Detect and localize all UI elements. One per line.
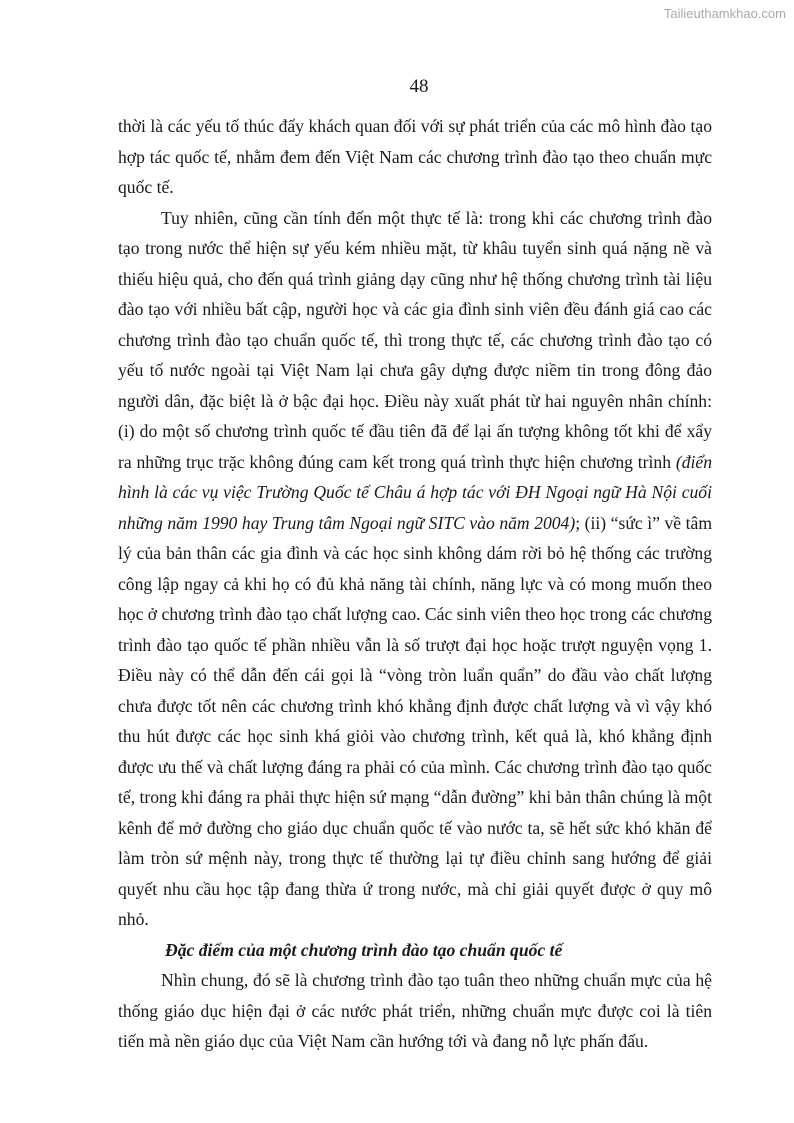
page-number: 48 <box>409 76 429 97</box>
paragraph-1: thời là các yếu tố thúc đẩy khách quan đối với sự phát triển của các mô hình đào tạo hợp tác quốc tế, nhằm đem đến Việt Nam các chương trình đào tạo theo chuẩn mực quốc tế. <box>118 116 712 197</box>
paragraph-2 <box>118 203 712 935</box>
watermark: Tailieuthamkhao.com <box>663 6 786 21</box>
paragraph-2-text-b: ; (ii) “sức ì” về tâm lý của bản thân các gia đình và các học sinh không dám rời bỏ hệ thống các trường công lập ngay cả khi họ có đủ khả năng tài chính, năng lực và có mong muốn theo học ở chương trình đào tạo chất lượng cao. Các sinh viên theo học trong các chương trình đào tạo quốc tế phần nhiều vẫn là số trượt đại học hoặc trượt nguyện vọng 1. Điều này có thể dẫn đến cái gọi là “vòng tròn luẩn quẩn” do đầu vào chất lượng chưa được tốt nên các chương trình khó khẳng định được chất lượng và vì vậy khó thu hút được các học sinh khá giỏi vào chương trình, kết quả là, khó khẳng định được ưu thế và chất lượng đáng ra phải có của mình. Các chương trình đào tạo quốc tế, trong khi đáng ra phải thực hiện sứ mạng “dẫn đường” khi bản thân chúng là một kênh để mở đường cho giáo dục chuẩn quốc tế vào nước ta, sẽ hết sức khó khăn để làm tròn sứ mệnh này, trong thực tế thường lại tự điều chỉnh sang hướng để giải quyết nhu cầu học tập đang thừa ứ trong nước, mà chỉ giải quyết được ở quy mô nhỏ. <box>118 512 713 929</box>
paragraph-2-italic-example: (điển hình là các vụ việc Trường Quốc tế Châu á hợp tác với ĐH Ngoại ngữ Hà Nội cuối những năm 1990 hay Trung tâm Ngoại ngữ SITC vào năm 2004) <box>118 451 712 533</box>
section-heading: Đặc điểm của một chương trình đào tạo chuẩn quốc tế <box>165 939 563 960</box>
paragraph-2-text-a: Tuy nhiên, cũng cần tính đến một thực tế là: trong khi các chương trình đào tạo trong nước thể hiện sự yếu kém nhiều mặt, từ khâu tuyển sinh quá nặng nề và thiếu hiệu quả, cho đến quá trình giảng dạy cũng như hệ thống chương trình tài liệu đào tạo với nhiều bất cập, người học và các gia đình sinh viên đều đánh giá cao các chương trình đào tạo chuẩn quốc tế, thì trong thực tế, các chương trình đào tạo có yếu tố nước ngoài tại Việt Nam lại chưa gây dựng được niềm tin trong đông đảo người dân, đặc biệt là ở bậc đại học. Điều này xuất phát từ hai nguyên nhân chính: (i) do một số chương trình quốc tế đầu tiên đã để lại ấn tượng không tốt khi để xẩy ra những trục trặc không đúng cam kết trong quá trình thực hiện chương trình <box>118 207 712 472</box>
body-text <box>118 111 712 1057</box>
paragraph-3: Nhìn chung, đó sẽ là chương trình đào tạo tuân theo những chuẩn mực của hệ thống giáo dục hiện đại ở các nước phát triển, những chuẩn mực được coi là tiên tiến mà nền giáo dục của Việt Nam cần hướng tới và đang nỗ lực phấn đấu. <box>118 970 712 1051</box>
